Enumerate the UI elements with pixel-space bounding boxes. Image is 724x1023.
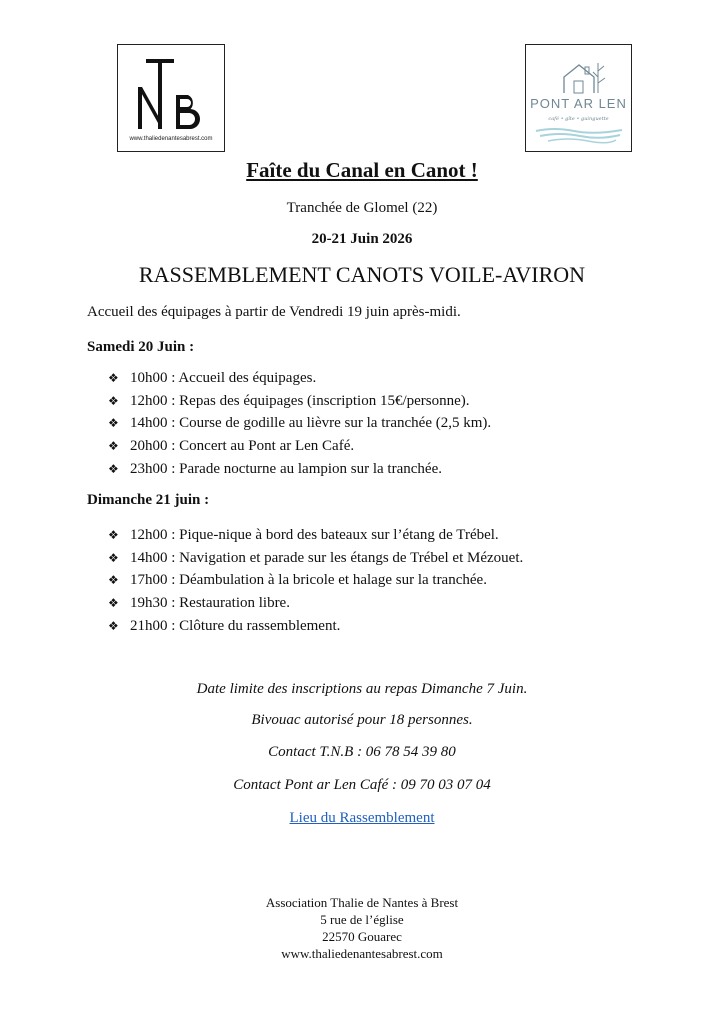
water-waves-icon bbox=[534, 125, 624, 145]
diamond-bullet-icon: ❖ bbox=[108, 439, 119, 454]
contact-tnb: Contact T.N.B : 06 78 54 39 80 bbox=[268, 744, 456, 760]
event-headline: RASSEMBLEMENT CANOTS VOILE-AVIRON bbox=[138, 262, 586, 287]
pont-ar-len-logo bbox=[525, 44, 632, 152]
tnb-logo bbox=[117, 44, 225, 152]
footer-org: Association Thalie de Nantes à Brest bbox=[265, 895, 459, 910]
bivouac-note: Bivouac autorisé pour 18 personnes. bbox=[251, 712, 473, 728]
schedule-item: ❖ 19h30 : Restauration libre. bbox=[108, 592, 523, 615]
event-location: Tranchée de Glomel (22) bbox=[286, 200, 438, 216]
sunday-heading: Dimanche 21 juin : bbox=[87, 492, 210, 508]
saturday-schedule bbox=[108, 367, 491, 480]
pont-ar-len-name: PONT AR LEN bbox=[530, 96, 627, 111]
diamond-bullet-icon: ❖ bbox=[108, 596, 119, 611]
house-icon bbox=[538, 59, 620, 97]
diamond-bullet-icon: ❖ bbox=[108, 528, 119, 542]
schedule-item: ❖ 23h00 : Parade nocturne au lampion sur la tranchée. bbox=[108, 458, 491, 481]
diamond-bullet-icon: ❖ bbox=[108, 550, 119, 565]
diamond-bullet-icon: ❖ bbox=[108, 573, 119, 588]
event-dates: 20-21 Juin 2026 bbox=[311, 231, 413, 247]
schedule-item: ❖ 10h00 : Accueil des équipages. bbox=[108, 367, 491, 390]
map-link-container bbox=[0, 809, 724, 827]
schedule-item: ❖ 14h00 : Navigation et parade sur les étangs de Trébel et Mézouet. bbox=[108, 547, 523, 570]
schedule-item: ❖ 12h00 : Pique-nique à bord des bateaux sur l’étang de Trébel. bbox=[108, 524, 523, 547]
diamond-bullet-icon: ❖ bbox=[108, 371, 119, 385]
footer-city: 22570 Gouarec bbox=[322, 929, 402, 944]
tnb-url: www.thaliedenantesabrest.com bbox=[129, 136, 213, 142]
tnb-monogram-icon bbox=[132, 53, 212, 133]
footer-street: 5 rue de l’église bbox=[320, 912, 404, 927]
schedule-item: ❖ 14h00 : Course de godille au lièvre sur la tranchée (2,5 km). bbox=[108, 412, 491, 435]
schedule-item: ❖ 21h00 : Clôture du rassemblement. bbox=[108, 615, 523, 638]
sunday-schedule bbox=[108, 524, 523, 637]
location-link[interactable]: Lieu du Rassemblement bbox=[289, 810, 435, 826]
diamond-bullet-icon: ❖ bbox=[108, 393, 119, 408]
pont-ar-len-tagline: café • gîte • guinguette bbox=[548, 116, 609, 122]
welcome-text: Accueil des équipages à partir de Vendredi 19 juin après-midi. bbox=[87, 304, 461, 320]
event-title: Faîte du Canal en Canot ! bbox=[246, 158, 478, 182]
schedule-item: ❖ 20h00 : Concert au Pont ar Len Café. bbox=[108, 435, 491, 458]
footer-website: www.thaliedenantesabrest.com bbox=[281, 946, 443, 961]
schedule-item: ❖ 12h00 : Repas des équipages (inscription 15€/personne). bbox=[108, 390, 491, 413]
diamond-bullet-icon: ❖ bbox=[108, 618, 119, 633]
saturday-heading: Samedi 20 Juin : bbox=[87, 339, 195, 355]
diamond-bullet-icon: ❖ bbox=[108, 416, 119, 431]
schedule-item: ❖ 17h00 : Déambulation à la bricole et halage sur la tranchée. bbox=[108, 569, 523, 592]
contact-pont-ar-len: Contact Pont ar Len Café : 09 70 03 07 04 bbox=[233, 777, 491, 793]
registration-deadline: Date limite des inscriptions au repas Dimanche 7 Juin. bbox=[196, 681, 528, 697]
diamond-bullet-icon: ❖ bbox=[108, 461, 119, 476]
